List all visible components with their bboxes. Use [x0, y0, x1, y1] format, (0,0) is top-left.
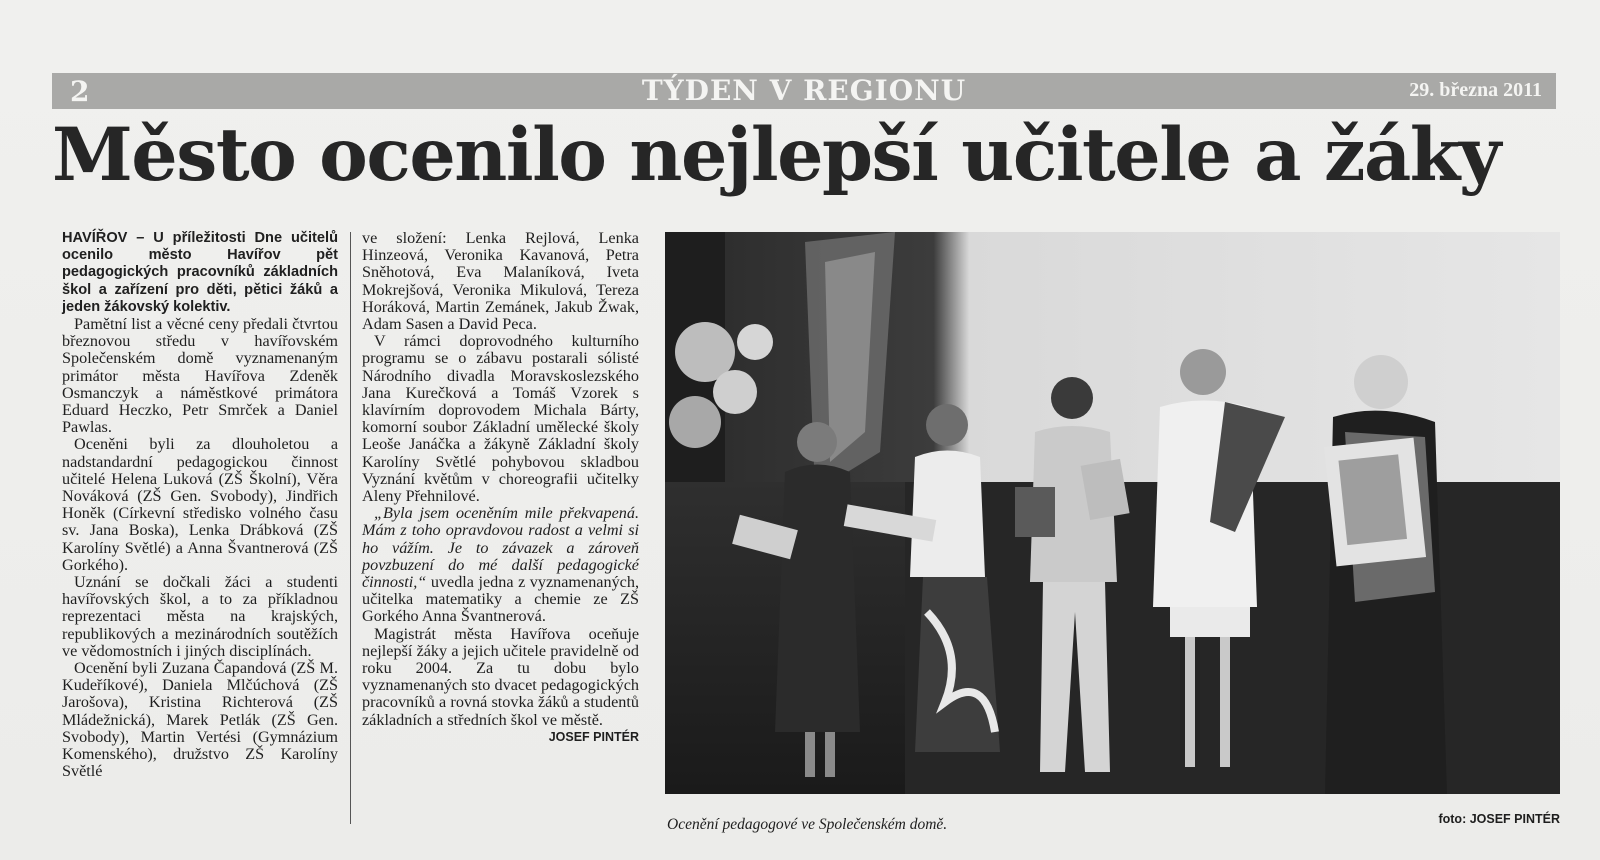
photo-caption: Ocenění pedagogové ve Společenském domě. — [667, 816, 948, 833]
article-quote-attribution: uvedla jedna z vyznamenaných, učitelka matematiky a chemie ze ZŠ Gorkého Anna Švantnerová. — [362, 573, 639, 626]
article-paragraph: ve složení: Lenka Rejlová, Lenka Hinzeová, Veronika Kavanová, Petra Sněhotová, Eva Malaníková, Iveta Mokrejšová, Veronika Mikulová, Tereza Horáková, Martin Zemánek, Jakub Žwak, Adam Sasen a David Peca. — [362, 229, 639, 334]
article-paragraph: Pamětní list a věcné ceny předali čtvrtou březnovou středu v havířovském Společenském domě vyznamenaným primátor města Havířova Zdeněk Osmanczyk a náměstkové primátora Eduard Heczko, Petr Smrček a Daniel Pawlas. — [62, 315, 338, 437]
section-title: TÝDEN V REGIONU — [641, 74, 967, 107]
page-number: 2 — [70, 75, 90, 108]
photo-illustration — [665, 232, 1560, 794]
article-paragraph: Uznání se dočkali žáci a studenti havířovských škol, a to za příkladnou reprezentaci města na krajských, republikových a mezinárodních soutěžích ve vědomostních i jiných disciplínách. — [62, 573, 338, 660]
byline: JOSEF PINTÉR — [548, 729, 639, 744]
column-divider — [350, 232, 351, 824]
photo-credit: foto: JOSEF PINTÉR — [1438, 812, 1560, 826]
article-paragraph: Ocenění byli Zuzana Čapandová (ZŠ M. Kudeříkové), Daniela Mlčúchová (ZŠ Jarošova), Kristina Richterová (ZŠ Mládežnická), Marek Petlák (ZŠ Gen. Svobody), Martin Vertési (Gymnázium Komenského), družstvo ZŠ Karolíny Světlé — [62, 659, 338, 781]
article-quote-paragraph — [362, 505, 639, 625]
article-quote: „Byla jsem oceněním mile překvapená. Mám z toho opravdovou radost a velmi si ho vážím. Je to závazek a zároveň povzbuzení do mé další pedagogické činnosti,“ — [362, 504, 639, 592]
issue-date: 29. března 2011 — [1409, 79, 1542, 101]
article-column-2 — [362, 230, 639, 746]
article-photo — [665, 232, 1560, 794]
article-paragraph: Oceněni byli za dlouholetou a nadstandardní pedagogickou činnost učitelé Helena Luková (ZŠ Školní), Věra Nováková (ZŠ Gen. Svobody), Jindřich Honěk (Církevní středisko volného času sv. Jana Boska), Lenka Drábková (ZŠ Karolíny Světlé) a Anna Švantnerová (ZŠ Gorkého). — [62, 435, 338, 574]
article-paragraph: V rámci doprovodného kulturního programu se o zábavu postarali sólisté Národního divadla Moravskoslezského Jana Kurečková a Tomáš Vzorek s klavírním doprovodem Michala Bárty, komorní soubor Základní umělecké školy Leoše Janáčka a žákyně Základní školy Karolíny Světlé pohybovou skladbou Vyznání květům v choreografii učitelky Aleny Přehnilové. — [362, 332, 639, 506]
article-paragraph — [362, 624, 639, 744]
headline: Město ocenilo nejlepší učitele a žáky — [52, 112, 1500, 198]
article-paragraph-text: Magistrát města Havířova oceňuje nejlepší žáky a jejich učitele pravidelně od roku 2004. Za tu dobu bylo vyznamenaných sto dvacet pedagogických pracovníků a rovná stovka žáků a studentů základních a středních škol ve městě. — [362, 624, 639, 729]
article-column-1 — [62, 230, 338, 781]
section-header-bar — [52, 73, 1556, 109]
article-lead: HAVÍŘOV – U příležitosti Dne učitelů ocenilo město Havířov pět pedagogických pracovníků základních škol a zařízení pro děti, pětici žáků a jeden žákovský kolektiv. — [62, 230, 338, 315]
